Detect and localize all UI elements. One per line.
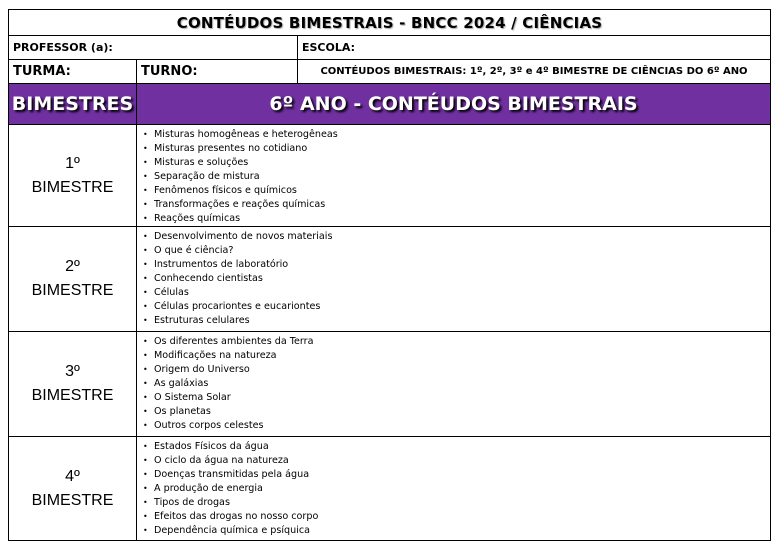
- bimestre-row-1: [9, 125, 771, 227]
- header-row: [9, 84, 771, 125]
- turma-field: TURMA:: [9, 60, 137, 84]
- bimestre-contents: [137, 437, 771, 541]
- list-item: • O Sistema Solar: [143, 391, 770, 405]
- list-item: • Doenças transmitidas pela água: [143, 468, 770, 482]
- list-item: • Origem do Universo: [143, 363, 770, 377]
- bimestre-word: BIMESTRE: [31, 282, 114, 299]
- turno-field: TURNO:: [137, 60, 298, 84]
- bimestre-number: 4º: [65, 467, 80, 485]
- list-item: • Separação de mistura: [143, 170, 770, 184]
- bimestre-label: [9, 437, 137, 541]
- list-item: • Tipos de drogas: [143, 496, 770, 510]
- list-item: • Misturas homogêneas e heterogêneas: [143, 128, 770, 142]
- bimestre-label: [9, 227, 137, 332]
- list-item: • As galáxias: [143, 377, 770, 391]
- list-item: • Efeitos das drogas no nosso corpo: [143, 510, 770, 524]
- bimestre-number: 2º: [65, 258, 80, 275]
- list-item: • O que é ciência?: [143, 244, 770, 258]
- bimestre-label: [9, 332, 137, 437]
- bimestre-number: 1º: [65, 154, 80, 172]
- list-item: • Estruturas celulares: [143, 314, 770, 328]
- list-item: • Desenvolvimento de novos materiais: [143, 230, 770, 244]
- bimestre-word: BIMESTRE: [31, 178, 114, 196]
- professor-field: PROFESSOR (a):: [9, 36, 298, 60]
- list-item: • Conhecendo cientistas: [143, 272, 770, 286]
- bimestre-contents: [137, 227, 771, 332]
- bimestre-number: 3º: [65, 363, 80, 380]
- bimestre-word: BIMESTRE: [31, 491, 114, 509]
- header-bimestres: BIMESTRES: [9, 84, 137, 125]
- list-item: • Estados Físicos da água: [143, 440, 770, 454]
- document-title: CONTÉUDOS BIMESTRAIS - BNCC 2024 / CIÊNCIAS: [9, 10, 771, 36]
- bimestre-row-3: [9, 332, 771, 437]
- bimestre-label: [9, 125, 137, 227]
- escola-field: ESCOLA:: [298, 36, 771, 60]
- list-item: • Os diferentes ambientes da Terra: [143, 335, 770, 349]
- list-item: • Misturas presentes no cotidiano: [143, 142, 770, 156]
- header-contents: 6º ANO - CONTÉUDOS BIMESTRAIS: [137, 84, 771, 125]
- bimestre-contents: [137, 125, 771, 227]
- bimestre-row-2: [9, 227, 771, 332]
- list-item: • Outros corpos celestes: [143, 419, 770, 433]
- list-item: • Reações químicas: [143, 212, 770, 226]
- list-item: • O ciclo da água na natureza: [143, 454, 770, 468]
- list-item: • Modificações na natureza: [143, 349, 770, 363]
- bimestre-row-4: [9, 437, 771, 541]
- list-item: • Os planetas: [143, 405, 770, 419]
- bimestre-contents: [137, 332, 771, 437]
- list-item: • Transformações e reações químicas: [143, 198, 770, 212]
- list-item: • Dependência química e psíquica: [143, 524, 770, 538]
- list-item: • Células: [143, 286, 770, 300]
- content-sheet: [8, 9, 770, 541]
- description-cell: CONTÉUDOS BIMESTRAIS: 1º, 2º, 3º e 4º BIMESTRE DE CIÊNCIAS DO 6º ANO: [298, 60, 771, 84]
- list-item: • A produção de energia: [143, 482, 770, 496]
- content-table: [8, 9, 771, 541]
- list-item: • Células procariontes e eucariontes: [143, 300, 770, 314]
- list-item: • Instrumentos de laboratório: [143, 258, 770, 272]
- bimestre-word: BIMESTRE: [31, 387, 114, 404]
- list-item: • Misturas e soluções: [143, 156, 770, 170]
- list-item: • Fenômenos físicos e químicos: [143, 184, 770, 198]
